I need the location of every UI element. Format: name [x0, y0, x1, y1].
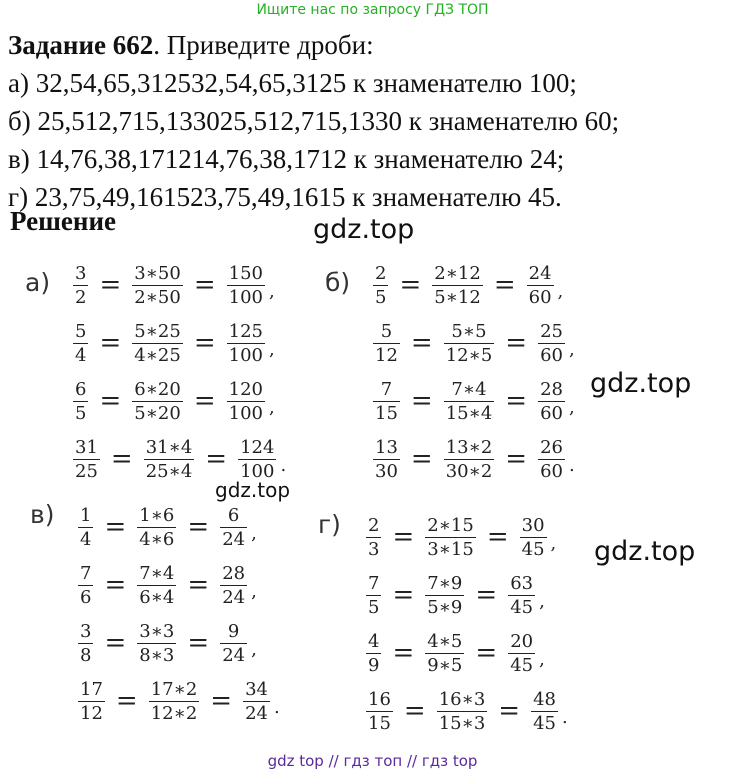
task-line-b: б) 25,512,715,133025,512,715,1330 к знаменателю 60;	[8, 106, 620, 136]
fraction-numerator: 25	[540, 320, 563, 342]
fraction-numerator: 7	[380, 378, 393, 400]
equals-sign: =	[193, 270, 216, 300]
equals-sign: =	[392, 522, 415, 552]
row-punctuation: .	[280, 455, 287, 476]
equals-sign: =	[498, 696, 521, 726]
task-instruction: . Приведите дроби:	[153, 30, 374, 60]
equation-row	[71, 374, 275, 428]
fraction	[130, 379, 185, 424]
fraction-numerator: 6∗20	[134, 378, 181, 400]
equation-row	[364, 568, 545, 622]
fraction-denominator: 6	[80, 586, 92, 608]
fraction	[147, 679, 202, 724]
equals-sign: =	[475, 638, 498, 668]
equals-sign: =	[99, 270, 122, 300]
fraction-numerator: 7∗4	[139, 562, 175, 584]
watermark-3: gdz.top	[215, 478, 291, 502]
equals-sign: =	[187, 570, 210, 600]
fraction-numerator: 28	[540, 378, 563, 400]
fraction	[518, 515, 549, 560]
fraction-denominator: 12	[80, 702, 103, 724]
fraction-numerator: 28	[222, 562, 246, 584]
fraction-denominator: 5∗20	[134, 402, 181, 424]
fraction	[225, 263, 267, 308]
equals-sign: =	[110, 444, 133, 474]
fraction	[135, 505, 178, 550]
fraction	[76, 621, 95, 666]
fraction-numerator: 5∗25	[134, 320, 181, 342]
equation-row	[71, 258, 275, 312]
row-punctuation: ,	[569, 339, 575, 360]
fraction-denominator: 12∗2	[150, 702, 198, 724]
fraction	[371, 321, 402, 366]
equals-sign: =	[410, 444, 433, 474]
fraction-denominator: 60	[528, 286, 552, 308]
fraction-denominator: 5	[75, 402, 87, 424]
fraction-denominator: 24	[222, 586, 246, 608]
fraction-numerator: 3∗3	[139, 620, 175, 642]
fraction-denominator: 30	[375, 460, 398, 482]
task-line-v: в) 14,76,38,171214,76,38,1712 к знаменателю 24;	[8, 144, 565, 174]
fraction-denominator: 24	[222, 644, 246, 666]
equals-sign: =	[99, 328, 122, 358]
fraction-numerator: 34	[245, 678, 268, 700]
group-label: г)	[318, 510, 341, 539]
fraction	[225, 379, 267, 424]
fraction-numerator: 120	[228, 378, 263, 400]
fraction-denominator: 15	[375, 402, 398, 424]
fraction	[364, 689, 395, 734]
fraction-numerator: 5	[380, 320, 393, 342]
row-punctuation: ,	[550, 533, 557, 554]
fraction	[241, 679, 272, 724]
fraction	[371, 437, 402, 482]
row-punctuation: ,	[269, 281, 275, 302]
fraction	[364, 631, 383, 676]
equals-sign: =	[475, 580, 498, 610]
equals-sign: =	[187, 512, 210, 542]
equals-sign: =	[392, 638, 415, 668]
fraction	[529, 689, 560, 734]
fraction-numerator: 16∗3	[438, 688, 486, 710]
watermark-4: gdz.top	[594, 536, 696, 567]
row-punctuation: ,	[557, 281, 564, 302]
fraction-denominator: 4∗6	[139, 528, 175, 550]
task-heading	[8, 26, 743, 64]
fraction	[225, 321, 267, 366]
fraction-numerator: 63	[510, 572, 534, 594]
fraction-denominator: 24	[245, 702, 268, 724]
fraction-denominator: 45	[521, 538, 545, 560]
solution-title: Решение	[10, 206, 116, 236]
equation-row	[76, 674, 280, 728]
fraction	[371, 263, 390, 308]
fraction	[364, 515, 383, 560]
equation-row	[371, 432, 575, 486]
task-title: Задание 662	[8, 30, 154, 60]
fraction	[423, 631, 466, 676]
equation-row	[364, 510, 556, 564]
fraction	[71, 379, 90, 424]
fraction-numerator: 5	[75, 320, 87, 342]
fraction-denominator: 2	[75, 286, 87, 308]
equals-sign: =	[410, 328, 433, 358]
row-punctuation: ,	[539, 591, 545, 612]
equation-row	[71, 316, 275, 370]
fraction	[435, 689, 490, 734]
fraction	[135, 621, 178, 666]
fraction	[76, 679, 107, 724]
row-punctuation: ,	[269, 397, 275, 418]
row-punctuation: ,	[251, 639, 257, 660]
fraction	[371, 379, 402, 424]
equals-sign: =	[403, 696, 426, 726]
fraction	[364, 573, 383, 618]
equals-sign: =	[210, 686, 233, 716]
fraction-numerator: 17	[80, 678, 103, 700]
fraction-numerator: 5∗5	[451, 320, 487, 342]
row-punctuation: ,	[269, 339, 275, 360]
fraction-denominator: 6∗4	[139, 586, 175, 608]
fraction-numerator: 9	[227, 620, 240, 642]
fraction-denominator: 5∗12	[434, 286, 481, 308]
fraction-numerator: 13∗2	[445, 436, 493, 458]
fraction-numerator: 3	[75, 262, 87, 284]
fraction	[423, 515, 478, 560]
fraction-denominator: 100	[228, 402, 263, 424]
fraction	[71, 263, 90, 308]
fraction-denominator: 8	[80, 644, 92, 666]
row-punctuation: ,	[251, 581, 257, 602]
equals-sign: =	[410, 386, 433, 416]
fraction-numerator: 31	[75, 436, 98, 458]
equals-sign: =	[505, 386, 528, 416]
fraction	[536, 437, 567, 482]
fraction	[442, 437, 497, 482]
fraction-denominator: 25	[75, 460, 98, 482]
fraction-denominator: 30∗2	[445, 460, 493, 482]
row-punctuation: ,	[569, 397, 575, 418]
fraction-denominator: 5	[375, 286, 387, 308]
fraction	[218, 563, 249, 608]
equation-row	[371, 258, 563, 312]
fraction-numerator: 20	[510, 630, 534, 652]
row-punctuation: .	[562, 707, 568, 728]
fraction-denominator: 100	[228, 286, 263, 308]
fraction-numerator: 13	[375, 436, 398, 458]
fraction-numerator: 31∗4	[145, 436, 193, 458]
watermark-2: gdz.top	[590, 368, 692, 399]
fraction-numerator: 4∗5	[427, 630, 463, 652]
fraction-numerator: 24	[528, 262, 552, 284]
equals-sign: =	[486, 522, 509, 552]
fraction-denominator: 4	[75, 344, 87, 366]
top-banner-link[interactable]: Ищите нас по запросу ГДЗ ТОП	[256, 2, 489, 18]
equals-sign: =	[193, 328, 216, 358]
row-punctuation: .	[569, 455, 575, 476]
fraction-denominator: 60	[540, 344, 563, 366]
equals-sign: =	[104, 628, 127, 658]
equals-sign: =	[193, 386, 216, 416]
fraction-denominator: 3∗15	[427, 538, 474, 560]
fraction-denominator: 45	[533, 712, 556, 734]
fraction-denominator: 9∗5	[427, 654, 463, 676]
fraction	[525, 263, 556, 308]
fraction-numerator: 124	[240, 436, 275, 458]
equation-row	[364, 684, 568, 738]
fraction	[536, 321, 567, 366]
fraction-denominator: 12∗5	[445, 344, 493, 366]
fraction	[142, 437, 197, 482]
fraction	[218, 621, 249, 666]
equals-sign: =	[187, 628, 210, 658]
equation-row	[76, 616, 257, 670]
fraction-denominator: 4	[80, 528, 92, 550]
fraction-denominator: 12	[375, 344, 398, 366]
fraction-denominator: 60	[540, 460, 563, 482]
fraction-denominator: 100	[240, 460, 275, 482]
group-label: б)	[325, 268, 351, 297]
fraction	[218, 505, 249, 550]
fraction-denominator: 9	[368, 654, 380, 676]
group-label: в)	[30, 500, 55, 529]
fraction-denominator: 8∗3	[139, 644, 175, 666]
fraction-numerator: 2	[368, 514, 380, 536]
fraction-denominator: 100	[228, 344, 263, 366]
fraction	[236, 437, 278, 482]
fraction-numerator: 16	[368, 688, 391, 710]
fraction-denominator: 25∗4	[145, 460, 193, 482]
fraction-numerator: 150	[228, 262, 263, 284]
equation-row	[76, 500, 257, 554]
group-label: а)	[25, 268, 51, 297]
fraction	[130, 321, 185, 366]
fraction-numerator: 26	[540, 436, 563, 458]
fraction-numerator: 17∗2	[150, 678, 198, 700]
equals-sign: =	[505, 444, 528, 474]
equation-row	[71, 432, 286, 486]
equals-sign: =	[399, 270, 422, 300]
fraction-denominator: 4∗25	[134, 344, 181, 366]
fraction-numerator: 125	[228, 320, 263, 342]
fraction-numerator: 7∗4	[451, 378, 487, 400]
fraction	[71, 321, 90, 366]
fraction-denominator: 15∗4	[445, 402, 493, 424]
fraction	[506, 631, 537, 676]
fraction-denominator: 60	[540, 402, 563, 424]
fraction-numerator: 2∗12	[434, 262, 481, 284]
fraction-numerator: 7	[80, 562, 92, 584]
fraction-numerator: 6	[75, 378, 87, 400]
equals-sign: =	[99, 386, 122, 416]
fraction	[76, 505, 95, 550]
fraction-numerator: 7∗9	[427, 572, 463, 594]
fraction-denominator: 2∗50	[134, 286, 181, 308]
fraction-numerator: 30	[521, 514, 545, 536]
fraction-denominator: 5	[368, 596, 380, 618]
task-line-g: г) 23,75,49,161523,75,49,1615 к знаменателю 45.	[8, 182, 562, 212]
equals-sign: =	[505, 328, 528, 358]
fraction	[506, 573, 537, 618]
equation-row	[371, 374, 575, 428]
fraction-numerator: 48	[533, 688, 556, 710]
equation-row	[371, 316, 575, 370]
equals-sign: =	[104, 512, 127, 542]
fraction-denominator: 15	[368, 712, 391, 734]
fraction-numerator: 3	[80, 620, 92, 642]
equation-row	[364, 626, 545, 680]
task-line-a: а) 32,54,65,312532,54,65,3125 к знаменателю 100;	[8, 68, 577, 98]
equation-row	[76, 558, 257, 612]
fraction	[135, 563, 178, 608]
fraction	[430, 263, 485, 308]
equals-sign: =	[115, 686, 138, 716]
fraction-numerator: 2∗15	[427, 514, 474, 536]
fraction-numerator: 1	[80, 504, 92, 526]
fraction-denominator: 5∗9	[427, 596, 463, 618]
fraction	[423, 573, 466, 618]
task-statement	[8, 26, 743, 216]
fraction-denominator: 15∗3	[438, 712, 486, 734]
fraction-denominator: 3	[368, 538, 380, 560]
fraction	[442, 321, 497, 366]
fraction-numerator: 2	[375, 262, 387, 284]
equals-sign: =	[392, 580, 415, 610]
equals-sign: =	[205, 444, 228, 474]
row-punctuation: .	[274, 697, 280, 718]
fraction-numerator: 3∗50	[134, 262, 181, 284]
fraction-denominator: 45	[510, 596, 534, 618]
fraction-numerator: 1∗6	[139, 504, 175, 526]
footer-links[interactable]: gdz top // гдз топ // гдз top	[267, 752, 478, 770]
fraction-numerator: 4	[368, 630, 380, 652]
row-punctuation: ,	[251, 523, 257, 544]
fraction	[71, 437, 102, 482]
equals-sign: =	[493, 270, 516, 300]
fraction-denominator: 45	[510, 654, 534, 676]
fraction-numerator: 6	[227, 504, 240, 526]
fraction	[76, 563, 95, 608]
watermark-1: gdz.top	[313, 214, 415, 245]
fraction	[442, 379, 497, 424]
fraction	[130, 263, 185, 308]
row-punctuation: ,	[539, 649, 545, 670]
fraction-denominator: 24	[222, 528, 246, 550]
equals-sign: =	[104, 570, 127, 600]
fraction	[536, 379, 567, 424]
fraction-numerator: 7	[368, 572, 380, 594]
